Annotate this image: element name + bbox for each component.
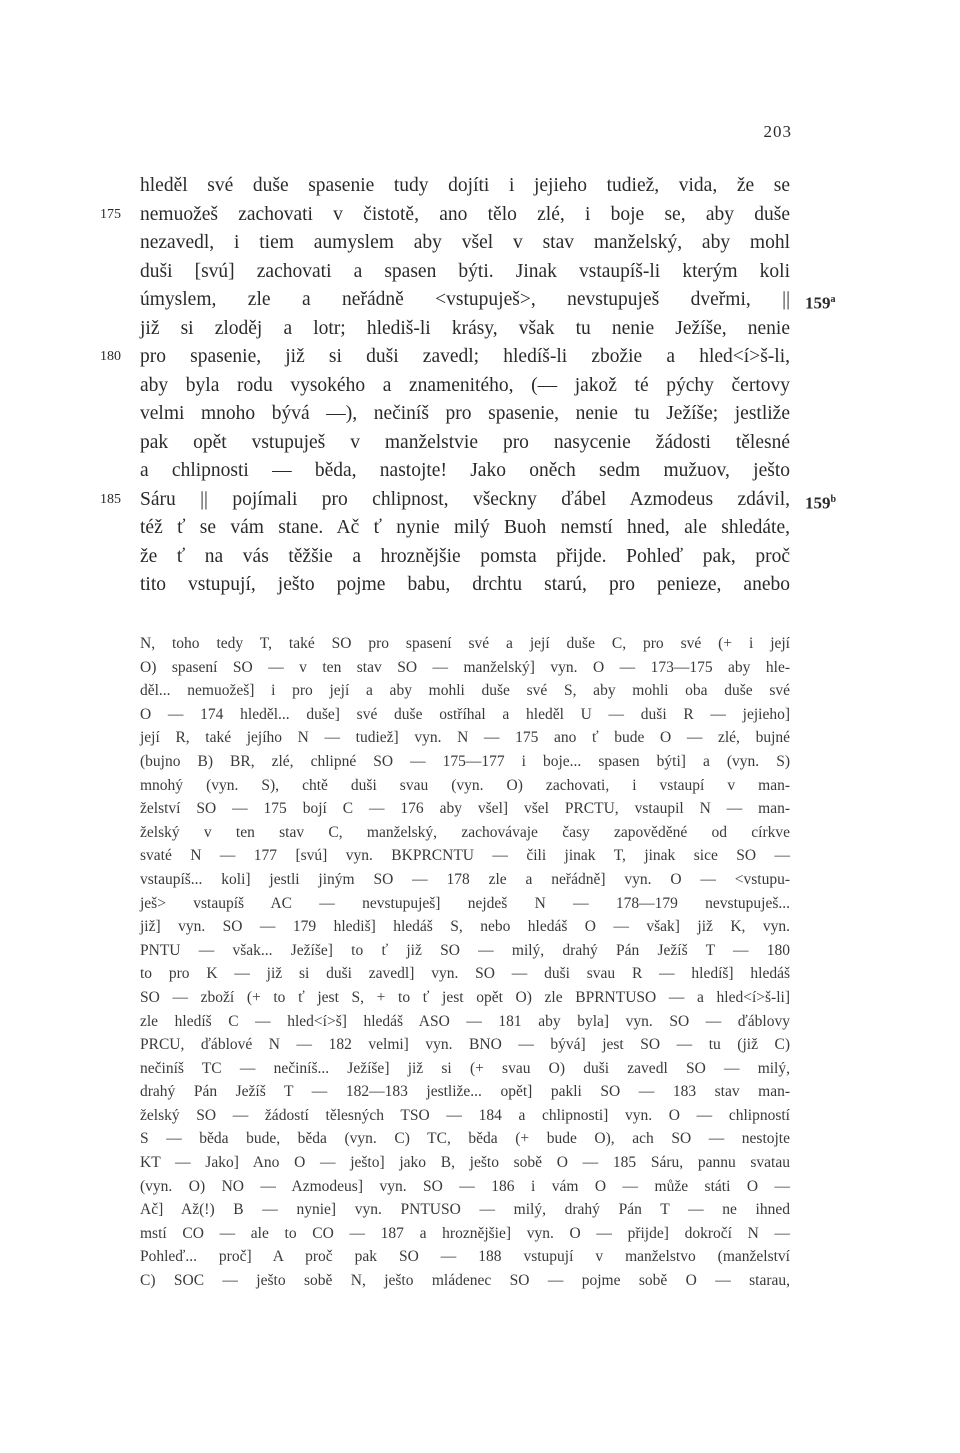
note-line: KT — Jako] Ano O — ješto] jako B, ješto sobě O — 185 Sáru, pannu svatau	[140, 1154, 790, 1172]
note-line: děl... nemuožeš] i pro její a aby mohli duše své S, aby mohli oba duše své	[140, 682, 790, 700]
note-line: svaté N — 177 [svú] vyn. BKPRCNTU — čili jinak T, jinak sice SO —	[140, 847, 790, 865]
note-line: již] vyn. SO — 179 hlediš] hledáš S, nebo hledáš O — však] již K, vyn.	[140, 918, 790, 936]
note-line: vstaupíš... koli] jestli jiným SO — 178 zle a neřádně] vyn. O — <vstupu-	[140, 870, 790, 888]
note-line: její R, také jejího N — tudiež] vyn. N — 175 ano ť bude O — zlé, bujné	[140, 729, 790, 747]
note-line: mnohý (vyn. S), chtě duši svau (vyn. O) zachovati, i vstaupí v man-	[140, 776, 790, 794]
note-line: S — běda bude, běda (vyn. C) TC, běda (+ bude O), ach SO — nestojte	[140, 1130, 790, 1148]
note-line: mstí CO — ale to CO — 187 a hroznějšie] vyn. O — přijde] dokročí N —	[140, 1224, 790, 1242]
text-line: duši [svú] zachovati a spasen býti. Jinak vstaupíš-li kterým koli	[140, 260, 790, 282]
note-line: Ač] Až(!) B — nynie] vyn. PNTUSO — milý, drahý Pán T — ne ihned	[140, 1201, 790, 1219]
text-line: velmi mnoho bývá —), nečiníš pro spasenie, nenie tu Ježíše; jestliže	[140, 403, 790, 424]
text-line: hleděl své duše spasenie tudy dojíti i jejieho tudiež, vida, že se	[140, 175, 790, 196]
text-line: též ť se vám stane. Ač ť nynie milý Buoh nemstí hned, ale shledáte,	[140, 517, 790, 538]
note-line: PNTU — však... Ježíše] to ť již SO — milý, drahý Pán Ježíš T — 180	[140, 941, 790, 959]
note-line: PRCU, ďáblové N — 182 velmi] vyn. BNO — bývá] jest SO — tu (již C)	[140, 1036, 790, 1054]
text-line: nezavedl, i tiem aumyslem aby všel v stav manželský, aby mohl	[140, 232, 790, 253]
folio-side: b	[830, 493, 837, 505]
folio-mark	[805, 286, 836, 318]
text-line: Sáru || pojímali pro chlipnost, všeckny ďábel Azmodeus zdávil,	[140, 488, 790, 510]
note-line: želství SO — 175 bojí C — 176 aby všel] všel PRCTU, vstaupil N — man-	[140, 800, 790, 818]
note-line: N, toho tedy T, také SO pro spasení své a její duše C, pro své (+ i její	[140, 635, 790, 652]
folio-side: a	[830, 294, 836, 305]
note-line: O — 174 hleděl... duše] své duše ostříhal a hleděl U — duši R — jejieho]	[140, 705, 790, 723]
note-line: (vyn. O) NO — Azmodeus] vyn. SO — 186 i vám O — může státi O —	[140, 1177, 790, 1195]
page-number: 203	[763, 122, 792, 141]
critical-apparatus	[140, 632, 790, 1293]
text-line: nemuožeš zachovati v čistotě, ano tělo zlé, i boje se, aby duše	[140, 203, 790, 225]
folio-number: 159	[805, 293, 831, 313]
note-line: želský v ten stav C, manželský, zachovávaje časy zapověděné od církve	[140, 823, 790, 841]
note-line: drahý Pán Ježíš T — 182—183 jestliže... opět] pakli SO — 183 stav man-	[140, 1083, 790, 1101]
folio-number: 159	[805, 493, 831, 513]
text-line: úmyslem, zle a neřádně <vstupuješ>, nevstupuješ dveřmi, ||	[140, 289, 790, 310]
note-line: to pro K — již si duši zavedl] vyn. SO — duši svau R — hledíš] hledáš	[140, 965, 790, 983]
text-line: a chlipnosti — běda, nastojte! Jako oněch sedm mužuov, ješto	[140, 460, 790, 481]
note-line: ješ> vstaupíš AC — nevstupuješ] nejdeš N — 178—179 nevstupuješ...	[140, 894, 790, 912]
text-line: tito vstupují, ješto pojme babu, drchtu starú, pro penieze, anebo	[140, 574, 790, 595]
note-line: O) spasení SO — v ten stav SO — manželský] vyn. O — 173—175 aby hle-	[140, 658, 790, 676]
line-number: 180	[100, 349, 121, 364]
note-line: C) SOC — ješto sobě N, ješto mládenec SO — pojme sobě O — starau,	[140, 1272, 790, 1290]
note-line: SO — zboží (+ to ť jest S, + to ť jest opět O) zle BPRNTUSO — a hled<í>š-li]	[140, 988, 790, 1006]
note-line: Pohleď... proč] A proč pak SO — 188 vstupují v manželstvo (manželství	[140, 1248, 790, 1266]
note-line: nečiníš TC — nečiníš... Ježíše] již si (+ svau O) duši zavedl SO — milý,	[140, 1059, 790, 1077]
text-line: že ť na vás těžšie a hroznějšie pomsta přijde. Pohleď pak, proč	[140, 545, 790, 567]
text-line: aby byla rodu vysokého a znamenitého, (— jakož té pýchy čertovy	[140, 374, 790, 396]
line-number: 185	[100, 491, 121, 507]
text-line: pak opět vstupuješ v manželstvie pro nasycenie žádosti tělesné	[140, 431, 790, 453]
folio-mark	[805, 486, 836, 518]
note-line: zle hledíš C — hled<í>š] hledáš ASO — 181 aby byla] vyn. SO — ďáblovy	[140, 1012, 790, 1030]
line-number: 175	[100, 206, 121, 222]
text-line: pro spasenie, již si duši zavedl; hledíš-li zbožie a hled<í>š-li,	[140, 346, 790, 367]
note-line: želský SO — žádostí tělesných TSO — 184 a chlipnosti] vyn. O — chlipností	[140, 1106, 790, 1124]
text-line: již si zloděj a lotr; hlediš-li krásy, však tu nenie Ježíše, nenie	[140, 317, 790, 339]
note-line: (bujno B) BR, zlé, chlipné SO — 175—177 i boje... spasen býti] a (vyn. S)	[140, 752, 790, 770]
